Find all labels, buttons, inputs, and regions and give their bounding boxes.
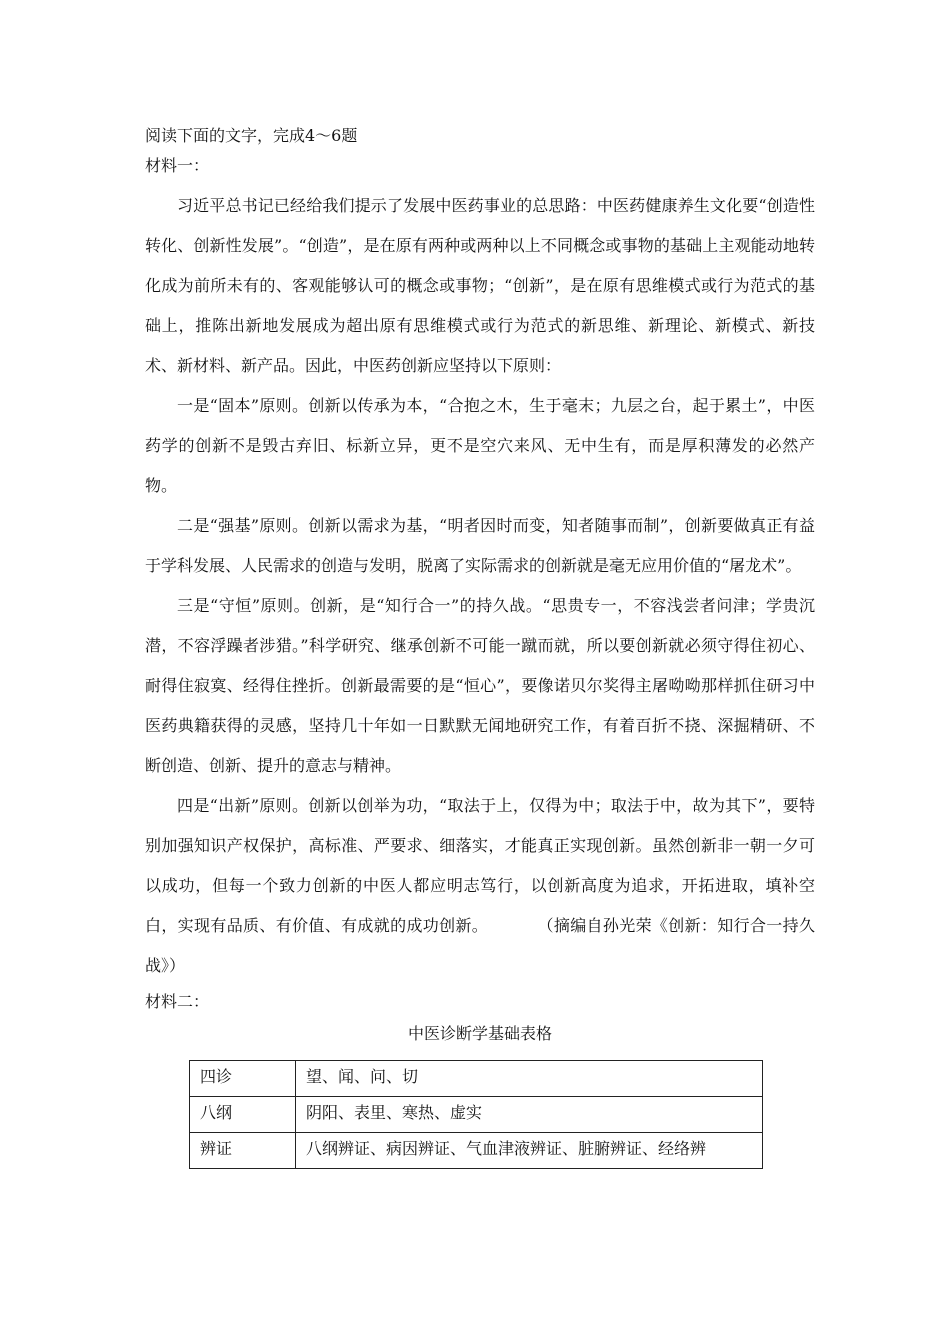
document-content [145, 124, 815, 1169]
principle-4-text: 四是“出新”原则。创新以创举为功，“取法于上，仅得为中；取法于中，故为其下”，要特别加强知识产权保护，高标准、严要求、细落实，才能真正实现创新。虽然创新非一朝一夕可以成功，但每一个致力创新的中医人都应明志笃行，以创新高度为追求，开拓进取，填补空白，实现有品质、有价值、有成就的成功创新。 [145, 796, 815, 935]
material-two-label: 材料二： [145, 992, 210, 1011]
table-cell-value: 望、闻、问、切 [296, 1061, 763, 1097]
table-cell-key: 八纲 [190, 1097, 296, 1133]
diagnosis-table [189, 1060, 763, 1169]
material-one-paragraph-principle-4 [145, 786, 815, 986]
material-one-paragraph-principle-2: 二是“强基”原则。创新以需求为基，“明者因时而变，知者随事而制”，创新要做真正有益于学科发展、人民需求的创造与发明，脱离了实际需求的创新就是毫无应用价值的“屠龙术”。 [145, 516, 815, 575]
table-row [190, 1097, 763, 1133]
table-cell-value: 八纲辨证、病因辨证、气血津液辨证、脏腑辨证、经络辨 [296, 1133, 763, 1169]
material-one-source: （摘编自孙光荣《创新：知行合一持久战》） [145, 916, 815, 975]
material-one-paragraph-principle-3: 三是“守恒”原则。创新，是“知行合一”的持久战。“思贵专一，不容浅尝者问津；学贵沉潜，不容浮躁者涉猎。”科学研究、继承创新不可能一蹴而就，所以要创新就必须守得住初心、耐得住寂寞、经得住挫折。创新最需要的是“恒心”，要像诺贝尔奖得主屠呦呦那样抓住研习中医药典籍获得的灵感，坚持几十年如一日默默无闻地研究工作，有着百折不挠、深掘精研、不断创造、创新、提升的意志与精神。 [145, 596, 815, 775]
table-row [190, 1133, 763, 1169]
table-title: 中医诊断学基础表格 [407, 1024, 552, 1043]
table-cell-value: 阴阳、表里、寒热、虚实 [296, 1097, 763, 1133]
material-one-paragraph-principle-1: 一是“固本”原则。创新以传承为本，“合抱之木，生于毫末；九层之台，起于累土”，中医药学的创新不是毁古弃旧、标新立异，更不是空穴来风、无中生有，而是厚积薄发的必然产物。 [145, 396, 815, 495]
table-cell-key: 辨证 [190, 1133, 296, 1169]
material-one-paragraph-intro: 习近平总书记已经给我们提示了发展中医药事业的总思路：中医药健康养生文化要“创造性转化、创新性发展”。“创造”，是在原有两种或两种以上不同概念或事物的基础上主观能动地转化成为前所未有的、客观能够认可的概念或事物；“创新”，是在原有思维模式或行为范式的基础上，推陈出新地发展成为超出原有思维模式或行为范式的新思维、新理论、新模式、新技术、新材料、新产品。因此，中医药创新应坚持以下原则： [145, 196, 815, 375]
table-row [190, 1061, 763, 1097]
table-cell-key: 四诊 [190, 1061, 296, 1097]
material-one-label: 材料一： [145, 156, 210, 175]
question-instruction: 阅读下面的文字，完成4～6题 [145, 126, 358, 145]
